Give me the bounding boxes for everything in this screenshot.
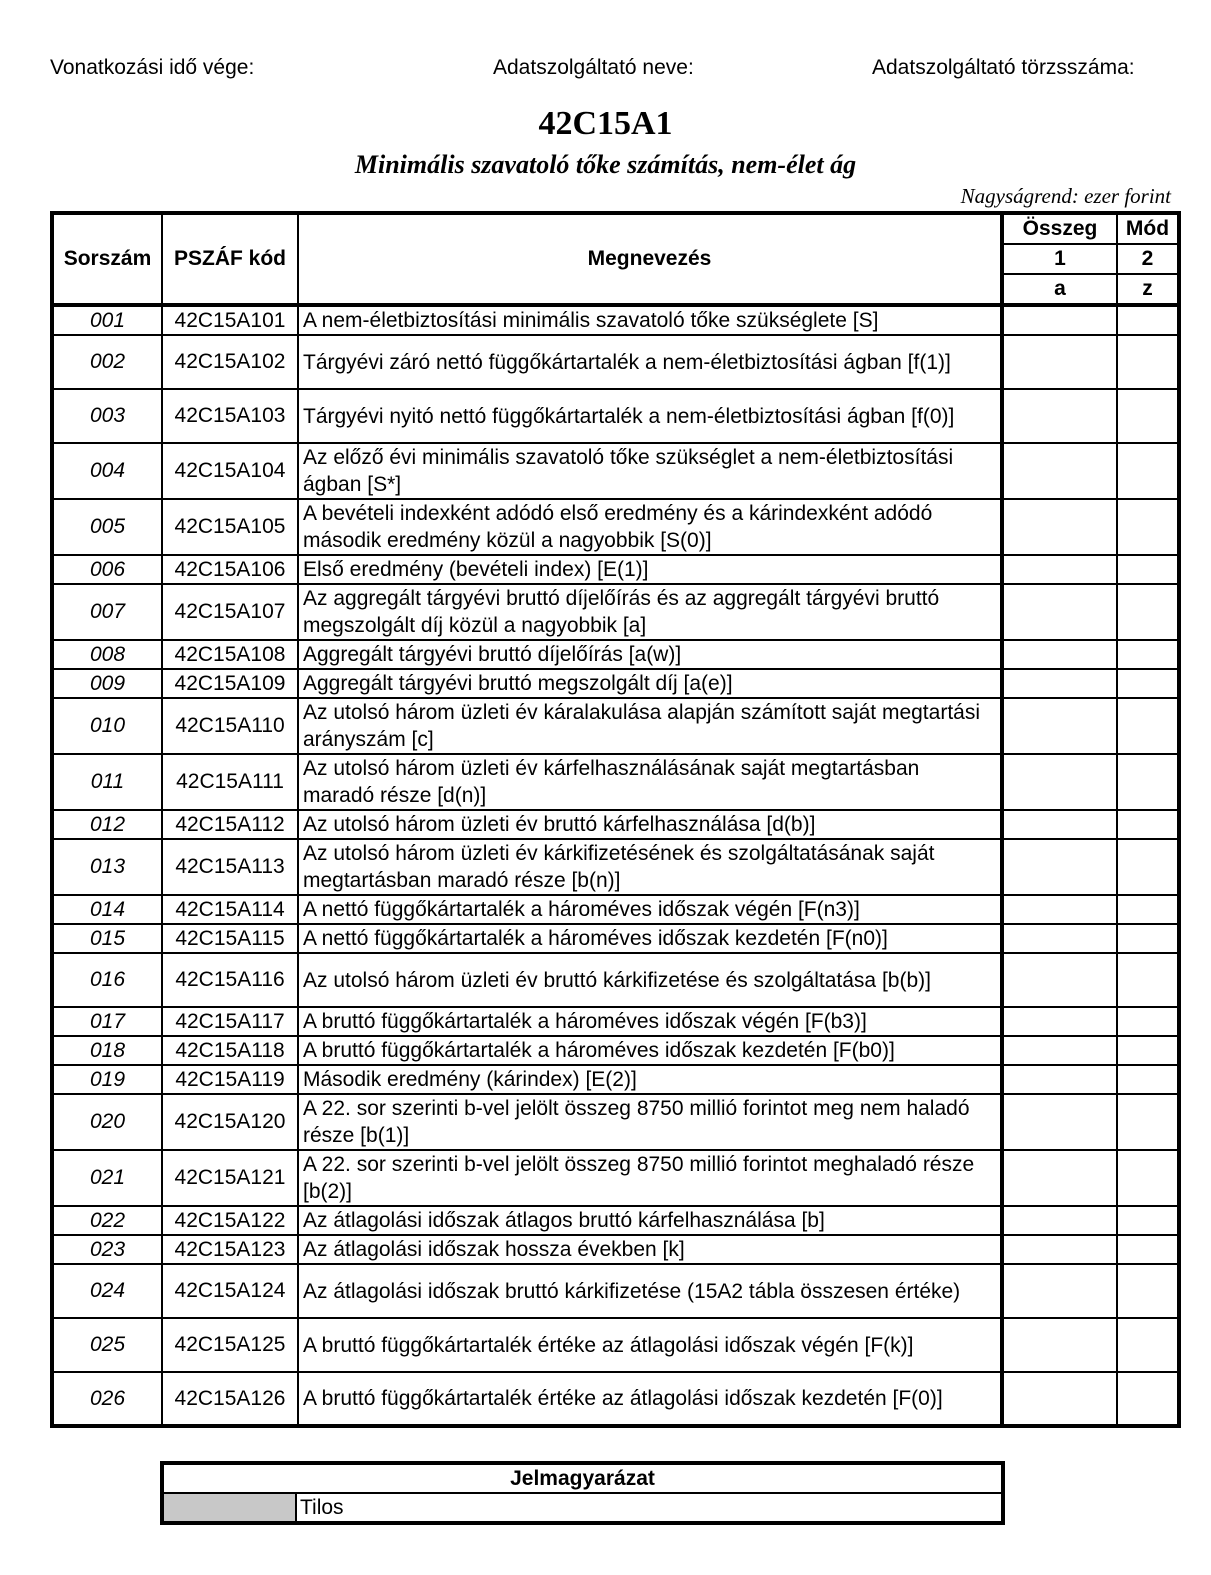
- row-pszaf-code: 42C15A116: [162, 953, 298, 1007]
- row-mode-input[interactable]: [1117, 698, 1179, 754]
- row-amount-input[interactable]: [1002, 305, 1117, 335]
- row-pszaf-code: 42C15A103: [162, 389, 298, 443]
- row-description: A bruttó függőkártartalék a hároméves időszak végén [F(b3)]: [298, 1007, 1002, 1036]
- data-table: [50, 211, 1181, 1428]
- row-pszaf-code: 42C15A118: [162, 1036, 298, 1065]
- row-mode-input[interactable]: [1117, 754, 1179, 810]
- row-description: Aggregált tárgyévi bruttó díjelőírás [a(w)]: [298, 640, 1002, 669]
- row-mode-input[interactable]: [1117, 895, 1179, 924]
- table-row: [52, 499, 1179, 555]
- row-description: Tárgyévi záró nettó függőkártartalék a nem-életbiztosítási ágban [f(1)]: [298, 335, 1002, 389]
- row-pszaf-code: 42C15A107: [162, 584, 298, 640]
- row-pszaf-code: 42C15A114: [162, 895, 298, 924]
- col-number-osszeg: 1: [1002, 244, 1117, 274]
- table-row: [52, 1036, 1179, 1065]
- row-number: 003: [52, 389, 162, 443]
- row-description: A nem-életbiztosítási minimális szavatoló tőke szükséglete [S]: [298, 305, 1002, 335]
- col-number-mod: 2: [1117, 244, 1179, 274]
- row-description: A bruttó függőkártartalék értéke az átlagolási időszak kezdetén [F(0)]: [298, 1372, 1002, 1426]
- row-amount-input[interactable]: [1002, 754, 1117, 810]
- row-amount-input[interactable]: [1002, 1264, 1117, 1318]
- row-amount-input[interactable]: [1002, 953, 1117, 1007]
- row-number: 012: [52, 810, 162, 839]
- row-number: 008: [52, 640, 162, 669]
- table-row: [52, 1235, 1179, 1264]
- row-mode-input[interactable]: [1117, 1150, 1179, 1206]
- row-mode-input[interactable]: [1117, 335, 1179, 389]
- form-subtitle: Minimális szavatoló tőke számítás, nem-élet ág: [354, 150, 857, 179]
- form-title: 42C15A1: [538, 105, 673, 142]
- table-row: [52, 1094, 1179, 1150]
- row-mode-input[interactable]: [1117, 555, 1179, 584]
- col-header-sorszam: Sorszám: [52, 213, 162, 305]
- row-amount-input[interactable]: [1002, 1065, 1117, 1094]
- row-amount-input[interactable]: [1002, 640, 1117, 669]
- row-description: A nettó függőkártartalék a hároméves időszak kezdetén [F(n0)]: [298, 924, 1002, 953]
- row-pszaf-code: 42C15A117: [162, 1007, 298, 1036]
- row-amount-input[interactable]: [1002, 810, 1117, 839]
- row-description: Az utolsó három üzleti év kárfelhasználásának saját megtartásban maradó része [d(n)]: [298, 754, 1002, 810]
- row-amount-input[interactable]: [1002, 584, 1117, 640]
- row-amount-input[interactable]: [1002, 1150, 1117, 1206]
- row-amount-input[interactable]: [1002, 669, 1117, 698]
- row-pszaf-code: 42C15A124: [162, 1264, 298, 1318]
- row-pszaf-code: 42C15A119: [162, 1065, 298, 1094]
- row-pszaf-code: 42C15A104: [162, 443, 298, 499]
- row-mode-input[interactable]: [1117, 839, 1179, 895]
- row-mode-input[interactable]: [1117, 1094, 1179, 1150]
- row-description: Az utolsó három üzleti év bruttó kárkifizetése és szolgáltatása [b(b)]: [298, 953, 1002, 1007]
- row-amount-input[interactable]: [1002, 499, 1117, 555]
- row-description: Az előző évi minimális szavatoló tőke szükséglet a nem-életbiztosítási ágban [S*]: [298, 443, 1002, 499]
- row-mode-input[interactable]: [1117, 499, 1179, 555]
- row-mode-input[interactable]: [1117, 305, 1179, 335]
- row-amount-input[interactable]: [1002, 1318, 1117, 1372]
- table-row: [52, 1318, 1179, 1372]
- row-number: 002: [52, 335, 162, 389]
- row-description: A 22. sor szerinti b-vel jelölt összeg 8750 millió forintot meg nem haladó része [b(1)]: [298, 1094, 1002, 1150]
- row-description: Az utolsó három üzleti év káralakulása alapján számított saját megtartási arányszám [c]: [298, 698, 1002, 754]
- row-description: A 22. sor szerinti b-vel jelölt összeg 8750 millió forintot meghaladó része [b(2)]: [298, 1150, 1002, 1206]
- row-pszaf-code: 42C15A113: [162, 839, 298, 895]
- col-header-osszeg: Összeg: [1002, 213, 1117, 244]
- row-description: Az átlagolási időszak átlagos bruttó kárfelhasználása [b]: [298, 1206, 1002, 1235]
- provider-name-label: Adatszolgáltató neve:: [493, 56, 694, 79]
- row-mode-input[interactable]: [1117, 389, 1179, 443]
- row-mode-input[interactable]: [1117, 443, 1179, 499]
- row-number: 004: [52, 443, 162, 499]
- row-mode-input[interactable]: [1117, 1235, 1179, 1264]
- table-row: [52, 555, 1179, 584]
- row-pszaf-code: 42C15A120: [162, 1094, 298, 1150]
- legend-swatch-forbidden: [162, 1493, 296, 1523]
- row-pszaf-code: 42C15A105: [162, 499, 298, 555]
- row-number: 024: [52, 1264, 162, 1318]
- row-mode-input[interactable]: [1117, 640, 1179, 669]
- table-row: [52, 305, 1179, 335]
- row-number: 014: [52, 895, 162, 924]
- table-row: [52, 1206, 1179, 1235]
- row-pszaf-code: 42C15A125: [162, 1318, 298, 1372]
- row-pszaf-code: 42C15A126: [162, 1372, 298, 1426]
- row-description: Aggregált tárgyévi bruttó megszolgált díj [a(e)]: [298, 669, 1002, 698]
- row-number: 025: [52, 1318, 162, 1372]
- row-mode-input[interactable]: [1117, 1318, 1179, 1372]
- legend-table: [160, 1461, 1005, 1525]
- row-pszaf-code: 42C15A110: [162, 698, 298, 754]
- row-number: 010: [52, 698, 162, 754]
- row-mode-input[interactable]: [1117, 810, 1179, 839]
- row-mode-input[interactable]: [1117, 953, 1179, 1007]
- row-number: 023: [52, 1235, 162, 1264]
- table-row: [52, 335, 1179, 389]
- row-mode-input[interactable]: [1117, 1264, 1179, 1318]
- row-description: Az utolsó három üzleti év kárkifizetésének és szolgáltatásának saját megtartásban maradó része [b(n)]: [298, 839, 1002, 895]
- table-row: [52, 1372, 1179, 1426]
- row-number: 005: [52, 499, 162, 555]
- row-pszaf-code: 42C15A109: [162, 669, 298, 698]
- table-row: [52, 924, 1179, 953]
- row-description: Az átlagolási időszak bruttó kárkifizetése (15A2 tábla összesen értéke): [298, 1264, 1002, 1318]
- row-mode-input[interactable]: [1117, 669, 1179, 698]
- row-description: Első eredmény (bevételi index) [E(1)]: [298, 555, 1002, 584]
- row-description: A bruttó függőkártartalék a hároméves időszak kezdetén [F(b0)]: [298, 1036, 1002, 1065]
- row-amount-input[interactable]: [1002, 1235, 1117, 1264]
- legend-title: Jelmagyarázat: [162, 1463, 1003, 1493]
- legend-label-forbidden: Tilos: [296, 1493, 1003, 1523]
- col-type-osszeg: a: [1002, 274, 1117, 305]
- unit-note: Nagyságrend: ezer forint: [960, 184, 1171, 208]
- row-number: 011: [52, 754, 162, 810]
- table-row: [52, 839, 1179, 895]
- row-description: Az átlagolási időszak hossza években [k]: [298, 1235, 1002, 1264]
- row-mode-input[interactable]: [1117, 1036, 1179, 1065]
- row-amount-input[interactable]: [1002, 389, 1117, 443]
- row-amount-input[interactable]: [1002, 1007, 1117, 1036]
- row-pszaf-code: 42C15A102: [162, 335, 298, 389]
- row-description: Tárgyévi nyitó nettó függőkártartalék a nem-életbiztosítási ágban [f(0)]: [298, 389, 1002, 443]
- row-pszaf-code: 42C15A111: [162, 754, 298, 810]
- row-number: 018: [52, 1036, 162, 1065]
- col-header-pszaf-code: PSZÁF kód: [162, 213, 298, 305]
- row-number: 019: [52, 1065, 162, 1094]
- row-amount-input[interactable]: [1002, 1372, 1117, 1426]
- table-row: [52, 669, 1179, 698]
- row-description: A bruttó függőkártartalék értéke az átlagolási időszak végén [F(k)]: [298, 1318, 1002, 1372]
- table-row: [52, 584, 1179, 640]
- row-number: 017: [52, 1007, 162, 1036]
- col-header-mod: Mód: [1117, 213, 1179, 244]
- table-row: [52, 895, 1179, 924]
- row-number: 021: [52, 1150, 162, 1206]
- row-amount-input[interactable]: [1002, 335, 1117, 389]
- row-description: A nettó függőkártartalék a hároméves időszak végén [F(n3)]: [298, 895, 1002, 924]
- row-pszaf-code: 42C15A108: [162, 640, 298, 669]
- row-amount-input[interactable]: [1002, 1094, 1117, 1150]
- row-description: Második eredmény (kárindex) [E(2)]: [298, 1065, 1002, 1094]
- row-pszaf-code: 42C15A106: [162, 555, 298, 584]
- row-mode-input[interactable]: [1117, 924, 1179, 953]
- col-type-mod: z: [1117, 274, 1179, 305]
- row-amount-input[interactable]: [1002, 924, 1117, 953]
- row-mode-input[interactable]: [1117, 584, 1179, 640]
- row-amount-input[interactable]: [1002, 895, 1117, 924]
- row-amount-input[interactable]: [1002, 1206, 1117, 1235]
- table-row: [52, 640, 1179, 669]
- row-pszaf-code: 42C15A112: [162, 810, 298, 839]
- table-row: [52, 443, 1179, 499]
- row-mode-input[interactable]: [1117, 1065, 1179, 1094]
- row-mode-input[interactable]: [1117, 1372, 1179, 1426]
- table-row: [52, 1150, 1179, 1206]
- row-amount-input[interactable]: [1002, 839, 1117, 895]
- row-number: 015: [52, 924, 162, 953]
- table-row: [52, 810, 1179, 839]
- row-number: 016: [52, 953, 162, 1007]
- table-row: [52, 953, 1179, 1007]
- row-pszaf-code: 42C15A123: [162, 1235, 298, 1264]
- table-row: [52, 754, 1179, 810]
- col-header-megnevezes: Megnevezés: [298, 213, 1002, 305]
- table-row: [52, 389, 1179, 443]
- row-number: 013: [52, 839, 162, 895]
- table-row: [52, 1264, 1179, 1318]
- row-pszaf-code: 42C15A101: [162, 305, 298, 335]
- row-pszaf-code: 42C15A122: [162, 1206, 298, 1235]
- row-description: Az aggregált tárgyévi bruttó díjelőírás és az aggregált tárgyévi bruttó megszolgált díj közül a nagyobbik [a]: [298, 584, 1002, 640]
- row-mode-input[interactable]: [1117, 1206, 1179, 1235]
- row-number: 001: [52, 305, 162, 335]
- row-number: 026: [52, 1372, 162, 1426]
- row-number: 022: [52, 1206, 162, 1235]
- row-amount-input[interactable]: [1002, 555, 1117, 584]
- row-mode-input[interactable]: [1117, 1007, 1179, 1036]
- table-row: [52, 1007, 1179, 1036]
- reference-period-end-label: Vonatkozási idő vége:: [50, 56, 255, 79]
- row-amount-input[interactable]: [1002, 698, 1117, 754]
- row-amount-input[interactable]: [1002, 1036, 1117, 1065]
- row-number: 007: [52, 584, 162, 640]
- row-description: A bevételi indexként adódó első eredmény és a kárindexként adódó második eredmény közül a nagyobbik [S(0)]: [298, 499, 1002, 555]
- table-body: [52, 305, 1179, 1426]
- row-description: Az utolsó három üzleti év bruttó kárfelhasználása [d(b)]: [298, 810, 1002, 839]
- table-row: [52, 1065, 1179, 1094]
- row-amount-input[interactable]: [1002, 443, 1117, 499]
- provider-registration-label: Adatszolgáltató törzsszáma:: [872, 56, 1135, 79]
- row-number: 006: [52, 555, 162, 584]
- row-number: 020: [52, 1094, 162, 1150]
- table-row: [52, 698, 1179, 754]
- row-number: 009: [52, 669, 162, 698]
- row-pszaf-code: 42C15A115: [162, 924, 298, 953]
- row-pszaf-code: 42C15A121: [162, 1150, 298, 1206]
